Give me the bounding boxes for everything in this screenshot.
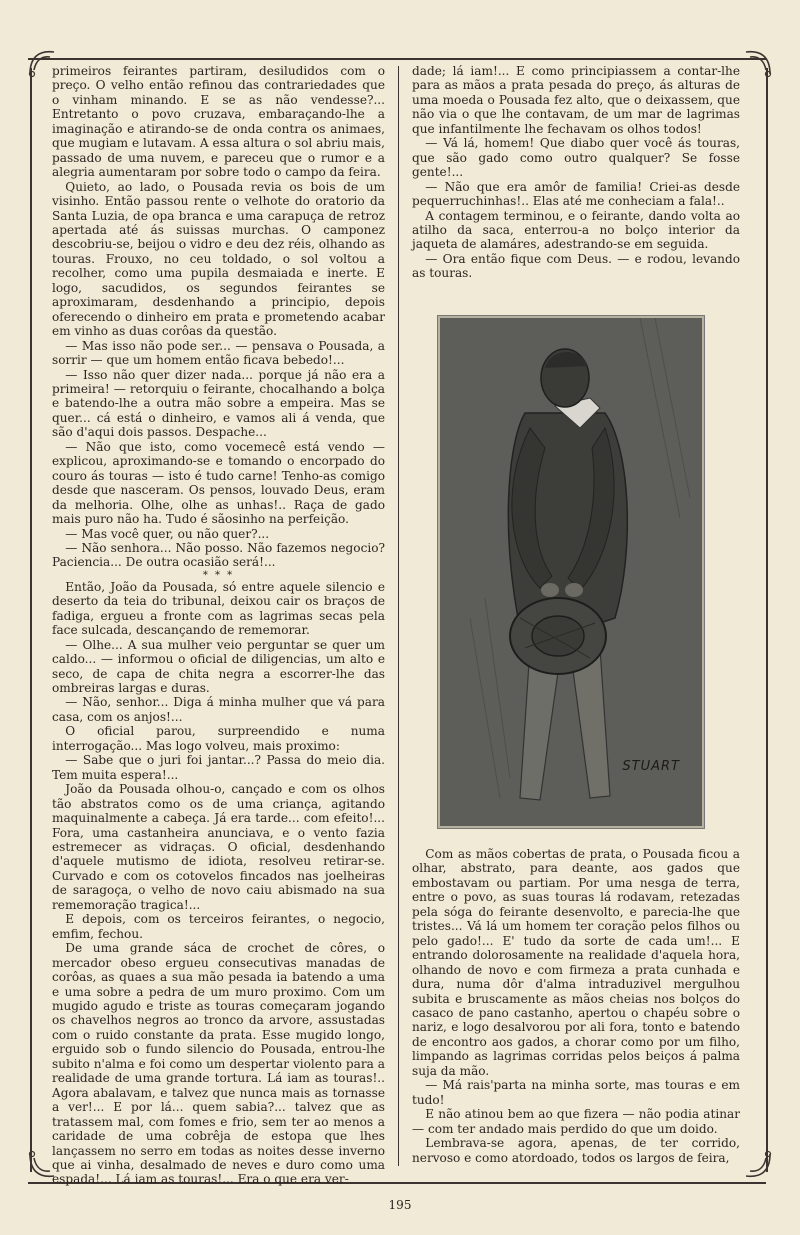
paragraph: E não atinou bem ao que fizera — não podia atinar — com ter andado mais perdido do que um doido. [412, 1107, 740, 1136]
paragraph: — Não que isto, como vocemecê está vendo — explicou, aproximando-se e tomando o encorpado do couro ás touras — isto é tudo carne! Tenho-as comigo desde que nasceram. Os pensos, louvado Deus, eram da melhoria. Olhe, olhe as unhas!.. Raça de gado mais puro não ha. Tudo é sãosinho na perfeição. [52, 439, 385, 527]
paragraph: O oficial parou, surpreendido e numa interrogação... Mas logo volveu, mais proximo: [52, 724, 385, 753]
illustration-signature: STUART [622, 759, 680, 774]
left-text-column [52, 64, 385, 1187]
paragraph: — Má rais'parta na minha sorte, mas touras e em tudo! [412, 1078, 740, 1107]
paragraph: — Olhe... A sua mulher veio perguntar se quer um caldo... — informou o oficial de diligencias, um alto e seco, de capa de chita negra a escorrer-lhe das ombreiras largas e duras. [52, 637, 385, 696]
paragraph: Quieto, ao lado, o Pousada revia os bois de um visinho. Então passou rente o velhote do oratorio da Santa Luzia, de opa branca e uma carapuça de retroz apertada até ás suissas murchas. O camponez descobriu-se, beijou o vidro e deu dez réis, olhando as touras. Frouxo, no ceu toldado, o sol voltou a recolher, como uma pupila desmaiada e inerte. E logo, sacudidos, os segundos feirantes se aproximaram, desdenhando a principio, depois oferecendo o dinheiro em prata e prometendo acabar em vinho as duas corôas da questão. [52, 179, 385, 339]
paragraph: — Sabe que o juri foi jantar...? Passa do meio dia. Tem muita espera!... [52, 753, 385, 782]
right-text-column-bottom [412, 847, 740, 1165]
column-divider [398, 66, 399, 1166]
paragraph: De uma grande sáca de crochet de côres, o mercador obeso ergueu consecutivas manadas de corôas, as quaes a sua mão pesada ia batendo a uma e uma sobre a pedra de um muro proximo. Com um mugido agudo e triste as touras começaram jogando os chavelhos negros ao tronco da arvore, assustadas com o ruido constante da prata. Esse mugido longo, erguido sob o fundo silencio do Pousada, entrou-lhe subito n'alma e foi como um despertar violento para a realidade de uma grande tortura. Lá iam as touras!.. Agora abalavam, e talvez que nunca mais as tornasse a ver!... E por lá... quem sabia?... talvez que as tratassem mal, com fomes e frio, sem ter ao menos a caridade de uma cobrêja de estopa que lhes lançassem no serro em todas as noites desse inverno que ai vinha, desalmado de neves e duro como uma espada!... Lá iam as touras!... Era o que era ver- [52, 941, 385, 1187]
paragraph: Com as mãos cobertas de prata, o Pousada ficou a olhar, abstrato, para deante, aos gados que embostavam ou partiam. Por uma nesga de terra, entre o povo, as suas touras lá rodavam, retezadas pela sóga do feirante desenvolto, e parecia-lhe que tristes... Vá lá um homem ter coração pelos filhos ou pelo gado!... E' tudo da sorte de cada um!... E entrando dolorosamente na realidade d'aquela hora, olhando de novo e com firmeza a prata cunhada e dura, numa dôr d'alma intraduzivel mergulhou subita e bruscamente as mãos cheias nos bolços do casaco de pano castanho, apertou o chapéu sobre o nariz, e logo desalvorou por ali fora, tonto e batendo de encontro aos gados, a chorar como por um filho, limpando as lagrimas corridas pelos beiços á palma suja da mão. [412, 847, 740, 1078]
paragraph: A contagem terminou, e o feirante, dando volta ao atilho da saca, enterrou-a no bolço interior da jaqueta de alamáres, adestrando-se em seguida. [412, 208, 740, 252]
paragraph: — Mas você quer, ou não quer?... [65, 526, 270, 541]
paragraph: — Não que era amôr de familia! Criei-as desde pequerruchinhas!.. Elas até me conheciam a fala!.. [412, 179, 740, 209]
right-border-rule [766, 68, 768, 1172]
paragraph: — Isso não quer dizer nada... porque já não era a primeira! — retorquiu o feirante, chocalhando a bolça e batendo-lhe a outra mão sobre a empeira. Mas se quer... cá está o dinheiro, e vamos ali á venda, que são d'aqui dois passos. Despache... [52, 367, 385, 440]
left-border-rule [30, 68, 32, 1172]
paragraph: E depois, com os terceiros feirantes, o negocio, emfim, fechou. [52, 912, 385, 941]
paragraph: primeiros feirantes partiram, desiludidos com o preço. O velho então refinou das contrariedades que o vinham minando. E se as não vendesse?... Entretanto o povo cruzava, embaraçando-lhe a imaginação e atirando-se de onda contra os animaes, que mugiam e lutavam. A essa altura o sol abriu mais, passado de uma nuvem, e pareceu que o rumor e a alegria aumentaram por sobre todo o campo da feira. [52, 64, 385, 180]
illustration-panel [438, 316, 704, 828]
paragraph: — Mas isso não pode ser... — pensava o Pousada, a sorrir — que um homem então ficava bebedo!... [52, 338, 385, 368]
man-holding-hat-icon [440, 318, 702, 826]
paragraph: Então, João da Pousada, só entre aquele silencio e deserto da teia do tribunal, deixou cair os braços de fadiga, ergueu a fronte com as lagrimas secas pela face sulcada, descançando de rememorar. [52, 579, 385, 638]
page-number: 195 [388, 1198, 412, 1212]
right-text-column-top [412, 64, 740, 281]
paragraph: — Ora então fique com Deus. — e rodou, levando as touras. [412, 251, 740, 281]
paragraph: Lembrava-se agora, apenas, de ter corrido, nervoso e como atordoado, todos os largos de feira, [412, 1136, 740, 1165]
corner-ornament-icon [742, 44, 776, 78]
paragraph: — Não, senhor... Diga á minha mulher que vá para casa, com os anjos!... [52, 695, 385, 724]
section-asterism: * * * [202, 569, 235, 581]
paragraph: dade; lá iam!... E como principiassem a contar-lhe para as mãos a prata pesada do preço, ás alturas de uma moeda o Pousada fez alto, que o deixassem, que não via o que lhe contavam, de um mar de lagrimas que infantilmente lhe fechavam os olhos todos! [412, 64, 740, 136]
corner-ornament-icon [742, 1150, 776, 1184]
paragraph: João da Pousada olhou-o, cançado e com os olhos tão abstratos como os de uma criança, agitando maquinalmente a cabeça. Já era tarde... com efeito!... Fora, uma castanheira anunciava, e o vento fazia estremecer as vidraças. O oficial, desdenhando d'aquele mutismo de idiota, resolveu retirar-se. Curvado e com os cotovelos fincados nas joelheiras de saragoça, o velho de novo caiu abismado na sua rememoração tragica!... [52, 782, 385, 912]
paragraph: — Não senhora... Não posso. Não fazemos negocio? Paciencia... De outra ocasião será!... [52, 540, 385, 570]
paragraph: — Vá lá, homem! Que diabo quer você ás touras, que são gado como outro qualquer? Se fosse gente!... [412, 136, 740, 180]
